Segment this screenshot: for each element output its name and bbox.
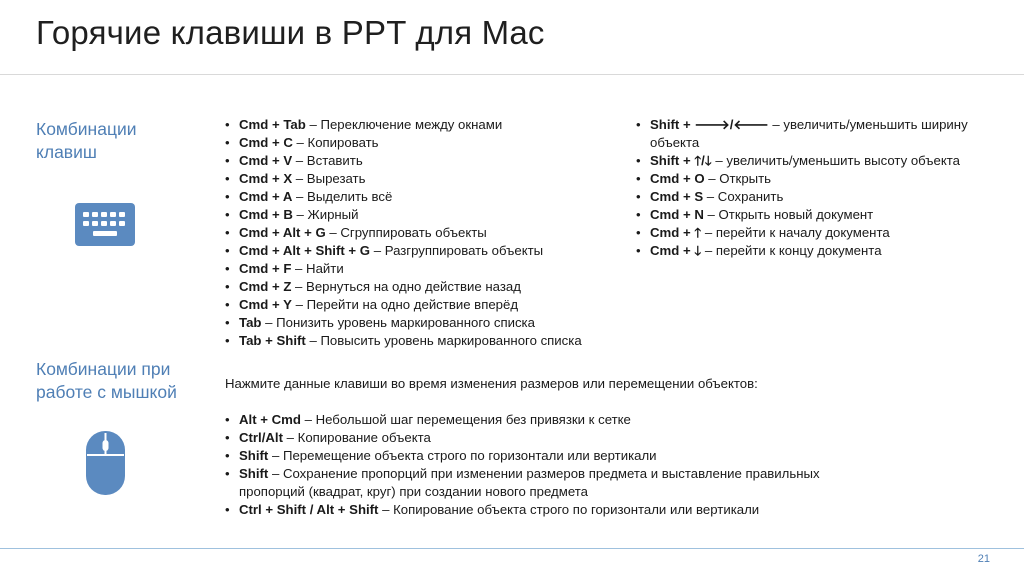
shortcut-item xyxy=(225,134,605,152)
shortcut-description: – Вырезать xyxy=(292,171,366,186)
shortcut-description: – Копировать xyxy=(292,135,379,150)
shortcut-keys: Cmd + 🡓 xyxy=(650,243,702,258)
shortcut-keys: Shift + 🡑/🡓 xyxy=(650,153,712,168)
shortcut-keys: Shift + 🡒/🡐 xyxy=(650,117,769,132)
shortcut-keys: Cmd + 🡑 xyxy=(650,225,702,240)
shortcut-keys: Cmd + S xyxy=(650,189,704,204)
shortcut-list-mouse xyxy=(225,411,865,519)
title-divider xyxy=(0,74,1024,75)
shortcut-description: – увеличить/уменьшить ширину объекта xyxy=(650,117,968,150)
shortcut-description: – Небольшой шаг перемещения без привязки к сетке xyxy=(300,412,631,427)
shortcut-item xyxy=(636,152,976,170)
shortcut-item xyxy=(225,314,605,332)
shortcut-keys: Ctrl/Alt xyxy=(239,430,283,445)
shortcut-keys: Tab xyxy=(239,315,262,330)
shortcut-item xyxy=(225,332,605,350)
shortcut-description: – перейти к началу документа xyxy=(701,225,890,240)
shortcut-description: – Жирный xyxy=(292,207,359,222)
shortcut-keys: Tab + Shift xyxy=(239,333,306,348)
shortcut-item xyxy=(225,296,605,314)
shortcut-list-main xyxy=(225,116,605,350)
shortcut-description: – увеличить/уменьшить высоту объекта xyxy=(711,153,961,168)
shortcut-item xyxy=(225,411,865,429)
shortcut-keys: Cmd + F xyxy=(239,261,292,276)
shortcut-item xyxy=(225,465,865,501)
shortcut-description: – Перейти на одно действие вперёд xyxy=(291,297,519,312)
shortcut-keys: Cmd + C xyxy=(239,135,293,150)
shortcut-keys: Shift xyxy=(239,448,269,463)
footer-divider xyxy=(0,548,1024,549)
mouse-combinations-heading: Комбинации при работе с мышкой xyxy=(36,359,177,402)
shortcut-item xyxy=(225,116,605,134)
shortcut-keys: Cmd + X xyxy=(239,171,293,186)
shortcut-item xyxy=(225,152,605,170)
shortcut-description: – Перемещение объекта строго по горизонтали или вертикали xyxy=(268,448,657,463)
shortcut-description: – Открыть новый документ xyxy=(703,207,874,222)
shortcut-list-secondary xyxy=(636,116,976,260)
shortcut-item xyxy=(225,501,865,519)
shortcut-description: – Найти xyxy=(291,261,344,276)
shortcut-description: – Вернуться на одно действие назад xyxy=(291,279,521,294)
shortcut-keys: Alt + Cmd xyxy=(239,412,301,427)
shortcut-keys: Cmd + Y xyxy=(239,297,292,312)
shortcut-description: – Сохранить xyxy=(703,189,784,204)
shortcut-item xyxy=(225,188,605,206)
shortcut-item xyxy=(636,188,976,206)
shortcut-description: – Сгруппировать объекты xyxy=(325,225,487,240)
shortcut-item xyxy=(636,206,976,224)
shortcut-item xyxy=(636,170,976,188)
shortcut-description: – Повысить уровень маркированного списка xyxy=(305,333,582,348)
mouse-icon xyxy=(86,431,125,495)
keyboard-combinations-heading: Комбинации клавиш xyxy=(36,119,137,162)
shortcut-description: – Разгруппировать объекты xyxy=(370,243,544,258)
shortcut-item xyxy=(225,429,865,447)
page-number: 21 xyxy=(977,553,990,565)
keyboard-icon xyxy=(75,203,135,246)
shortcut-description: – Выделить всё xyxy=(292,189,393,204)
shortcut-description: – Переключение между окнами xyxy=(305,117,503,132)
shortcut-description: – Вставить xyxy=(292,153,363,168)
shortcut-description: – перейти к концу документа xyxy=(701,243,882,258)
shortcut-keys: Ctrl + Shift / Alt + Shift xyxy=(239,502,379,517)
shortcut-keys: Cmd + N xyxy=(650,207,704,222)
shortcut-keys: Cmd + A xyxy=(239,189,293,204)
shortcut-item xyxy=(225,224,605,242)
shortcut-item xyxy=(225,278,605,296)
shortcut-keys: Cmd + Tab xyxy=(239,117,306,132)
mouse-instructions: Нажмите данные клавиши во время изменения размеров или перемещении объектов: xyxy=(225,376,758,391)
shortcut-item xyxy=(225,260,605,278)
slide-title: Горячие клавиши в PPT для Mac xyxy=(36,14,545,51)
shortcut-item xyxy=(225,447,865,465)
shortcut-description: – Копирование объекта xyxy=(282,430,431,445)
shortcut-item xyxy=(225,170,605,188)
shortcut-keys: Cmd + Z xyxy=(239,279,292,294)
shortcut-item xyxy=(636,116,976,152)
shortcut-description: – Открыть xyxy=(704,171,772,186)
shortcut-item xyxy=(225,206,605,224)
shortcut-item xyxy=(225,242,605,260)
shortcut-keys: Cmd + Alt + G xyxy=(239,225,326,240)
shortcut-keys: Shift xyxy=(239,466,269,481)
shortcut-item xyxy=(636,224,976,242)
shortcut-description: – Копирование объекта строго по горизонтали или вертикали xyxy=(378,502,760,517)
shortcut-description: – Сохранение пропорций при изменении размеров предмета и выставление правильных пропорций (квадрат, круг) при создании нового предмета xyxy=(239,466,820,499)
shortcut-keys: Cmd + B xyxy=(239,207,293,222)
shortcut-keys: Cmd + Alt + Shift + G xyxy=(239,243,371,258)
shortcut-description: – Понизить уровень маркированного списка xyxy=(261,315,535,330)
shortcut-keys: Cmd + V xyxy=(239,153,293,168)
shortcut-keys: Cmd + O xyxy=(650,171,705,186)
shortcut-item xyxy=(636,242,976,260)
